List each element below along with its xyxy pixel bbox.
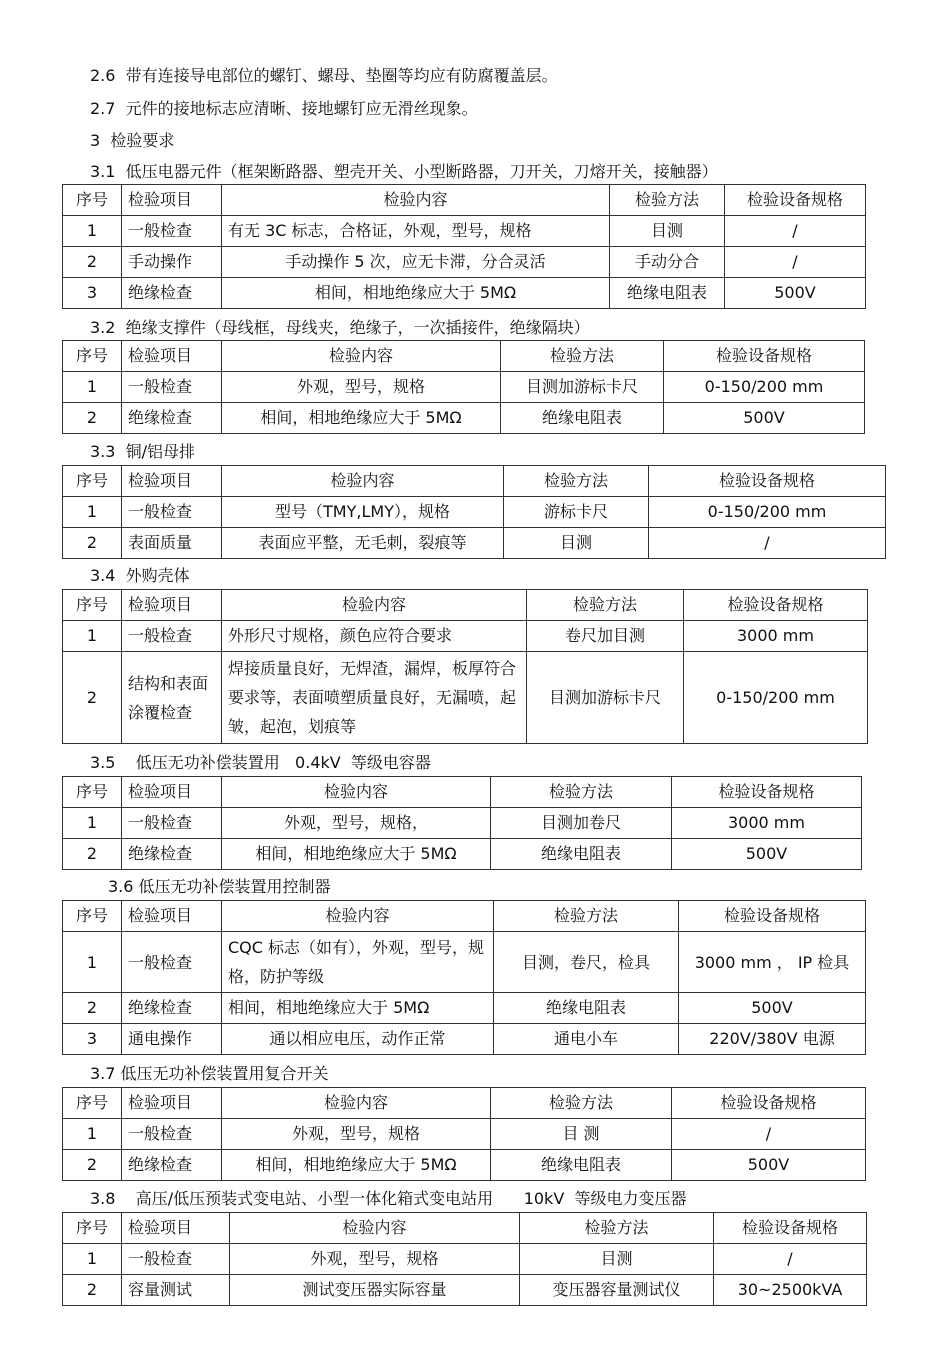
column-header: 检验内容 xyxy=(222,341,501,372)
table-cell: 2 xyxy=(63,1150,122,1181)
table-cell: 绝缘检查 xyxy=(122,839,222,870)
table-cell: 1 xyxy=(63,1119,122,1150)
section-title: 3.1 低压电器元件（框架断路器、塑壳开关、小型断路器，刀开关，刀熔开关，接触器） xyxy=(90,162,718,181)
table-cell: 0-150/200 mm xyxy=(684,652,868,744)
table-cell: 目 测 xyxy=(491,1119,672,1150)
table-cell: 相间，相地绝缘应大于 5MΩ xyxy=(222,993,494,1024)
column-header: 检验设备规格 xyxy=(679,901,866,932)
table-cell: 一般检查 xyxy=(122,932,222,993)
table-cell: 30~2500kVA xyxy=(714,1275,867,1306)
table-row xyxy=(63,497,886,528)
table-cell: 1 xyxy=(63,1244,122,1275)
column-header: 检验内容 xyxy=(222,777,491,808)
table-cell: 2 xyxy=(63,993,122,1024)
section-title: 3.8 高压/低压预装式变电站、小型一体化箱式变电站用 10kV 等级电力变压器 xyxy=(90,1189,687,1208)
column-header: 检验项目 xyxy=(122,777,222,808)
column-header: 序号 xyxy=(63,1213,122,1244)
table-row xyxy=(63,1150,866,1181)
table-cell: 通电操作 xyxy=(122,1024,222,1055)
table-row xyxy=(63,1244,867,1275)
table-cell: 通电小车 xyxy=(494,1024,679,1055)
table-row xyxy=(63,932,866,993)
inspection-table xyxy=(62,1212,867,1306)
table-cell: 绝缘电阻表 xyxy=(610,278,725,309)
column-header: 检验方法 xyxy=(610,185,725,216)
table-cell: 3 xyxy=(63,278,122,309)
table-cell: / xyxy=(725,247,866,278)
intro-line-3: 3 检验要求 xyxy=(90,131,175,150)
table-cell: 0-150/200 mm xyxy=(649,497,886,528)
column-header: 检验内容 xyxy=(222,901,494,932)
table-cell: 型号（TMY,LMY），规格 xyxy=(222,497,504,528)
table-cell: 目测 xyxy=(520,1244,714,1275)
table-cell: / xyxy=(672,1119,866,1150)
table-cell: 变压器容量测试仪 xyxy=(520,1275,714,1306)
table-cell: 外观，型号，规格， xyxy=(222,808,491,839)
table-cell: 焊接质量良好，无焊渣，漏焊，板厚符合要求等，表面喷塑质量良好，无漏喷，起皱，起泡，划痕等 xyxy=(222,652,527,744)
table-cell: 500V xyxy=(664,403,865,434)
column-header: 检验设备规格 xyxy=(664,341,865,372)
table-header-row xyxy=(63,590,868,621)
table-row xyxy=(63,372,865,403)
column-header: 检验方法 xyxy=(520,1213,714,1244)
table-row xyxy=(63,808,862,839)
table-header-row xyxy=(63,777,862,808)
table-cell: 220V/380V 电源 xyxy=(679,1024,866,1055)
table-cell: 绝缘电阻表 xyxy=(501,403,664,434)
column-header: 检验项目 xyxy=(122,185,222,216)
table-row xyxy=(63,621,868,652)
table-row xyxy=(63,278,866,309)
table-cell: 目测，卷尺，检具 xyxy=(494,932,679,993)
section-title: 3.6 低压无功补偿装置用控制器 xyxy=(108,877,331,896)
column-header: 序号 xyxy=(63,341,122,372)
section-title: 3.7 低压无功补偿装置用复合开关 xyxy=(90,1064,329,1083)
table-cell: 表面应平整，无毛刺，裂痕等 xyxy=(222,528,504,559)
table-cell: 一般检查 xyxy=(122,808,222,839)
inspection-table xyxy=(62,776,862,870)
column-header: 检验方法 xyxy=(504,466,649,497)
column-header: 检验设备规格 xyxy=(684,590,868,621)
table-header-row xyxy=(63,1213,867,1244)
table-cell: 一般检查 xyxy=(122,1244,230,1275)
table-cell: 一般检查 xyxy=(122,372,222,403)
table-cell: 手动操作 xyxy=(122,247,222,278)
column-header: 检验内容 xyxy=(222,1088,491,1119)
table-cell: 500V xyxy=(672,839,862,870)
table-cell: 0-150/200 mm xyxy=(664,372,865,403)
column-header: 检验设备规格 xyxy=(649,466,886,497)
table-cell: 一般检查 xyxy=(122,497,222,528)
column-header: 检验设备规格 xyxy=(672,1088,866,1119)
table-cell: 1 xyxy=(63,497,122,528)
table-header-row xyxy=(63,901,866,932)
table-cell: 表面质量 xyxy=(122,528,222,559)
table-cell: 手动分合 xyxy=(610,247,725,278)
column-header: 检验方法 xyxy=(491,1088,672,1119)
table-cell: 外观，型号，规格 xyxy=(222,372,501,403)
inspection-table xyxy=(62,340,865,434)
table-cell: 外形尺寸规格，颜色应符合要求 xyxy=(222,621,527,652)
table-row xyxy=(63,1024,866,1055)
table-cell: 2 xyxy=(63,528,122,559)
table-cell: 一般检查 xyxy=(122,1119,222,1150)
table-cell: 1 xyxy=(63,621,122,652)
table-cell: / xyxy=(649,528,886,559)
table-cell: 3000 mm xyxy=(672,808,862,839)
table-cell: 相间，相地绝缘应大于 5MΩ xyxy=(222,1150,491,1181)
table-cell: 目测加卷尺 xyxy=(491,808,672,839)
table-cell: 绝缘检查 xyxy=(122,278,222,309)
column-header: 检验方法 xyxy=(527,590,684,621)
column-header: 序号 xyxy=(63,1088,122,1119)
column-header: 序号 xyxy=(63,466,122,497)
table-header-row xyxy=(63,466,886,497)
column-header: 序号 xyxy=(63,777,122,808)
table-cell: 1 xyxy=(63,372,122,403)
table-cell: / xyxy=(725,216,866,247)
table-cell: 目测 xyxy=(610,216,725,247)
section-title: 3.3 铜/铝母排 xyxy=(90,442,196,461)
column-header: 检验方法 xyxy=(491,777,672,808)
table-cell: / xyxy=(714,1244,867,1275)
section-title: 3.2 绝缘支撑件（母线框，母线夹，绝缘子，一次插接件，绝缘隔块） xyxy=(90,318,590,337)
table-cell: 3 xyxy=(63,1024,122,1055)
column-header: 检验内容 xyxy=(222,185,610,216)
inspection-table xyxy=(62,465,886,559)
table-cell: 2 xyxy=(63,247,122,278)
table-row xyxy=(63,652,868,744)
table-cell: 3000 mm ， IP 检具 xyxy=(679,932,866,993)
table-cell: 目测加游标卡尺 xyxy=(527,652,684,744)
table-cell: 目测 xyxy=(504,528,649,559)
inspection-table xyxy=(62,1087,866,1181)
table-row xyxy=(63,993,866,1024)
table-cell: 2 xyxy=(63,403,122,434)
column-header: 序号 xyxy=(63,901,122,932)
table-cell: 3000 mm xyxy=(684,621,868,652)
column-header: 检验项目 xyxy=(122,901,222,932)
table-header-row xyxy=(63,185,866,216)
column-header: 检验设备规格 xyxy=(725,185,866,216)
intro-line-2-6: 2.6 带有连接导电部位的螺钉、螺母、垫圈等均应有防腐覆盖层。 xyxy=(90,66,558,85)
table-cell: 绝缘检查 xyxy=(122,403,222,434)
table-cell: 500V xyxy=(672,1150,866,1181)
column-header: 检验设备规格 xyxy=(714,1213,867,1244)
column-header: 序号 xyxy=(63,185,122,216)
section-title: 3.4 外购壳体 xyxy=(90,566,190,585)
table-cell: 相间，相地绝缘应大于 5MΩ xyxy=(222,403,501,434)
table-cell: 结构和表面涂覆检查 xyxy=(122,652,222,744)
table-cell: 2 xyxy=(63,1275,122,1306)
column-header: 检验项目 xyxy=(122,590,222,621)
column-header: 序号 xyxy=(63,590,122,621)
inspection-table xyxy=(62,589,868,744)
column-header: 检验内容 xyxy=(230,1213,520,1244)
table-cell: 1 xyxy=(63,808,122,839)
table-row xyxy=(63,403,865,434)
inspection-table xyxy=(62,900,866,1055)
table-cell: 外观，型号，规格 xyxy=(222,1119,491,1150)
table-row xyxy=(63,1275,867,1306)
inspection-table xyxy=(62,184,866,309)
column-header: 检验方法 xyxy=(501,341,664,372)
table-cell: 目测加游标卡尺 xyxy=(501,372,664,403)
intro-line-2-7: 2.7 元件的接地标志应清晰、接地螺钉应无滑丝现象。 xyxy=(90,99,478,118)
table-cell: 一般检查 xyxy=(122,621,222,652)
column-header: 检验设备规格 xyxy=(672,777,862,808)
table-cell: 2 xyxy=(63,652,122,744)
table-cell: 相间，相地绝缘应大于 5MΩ xyxy=(222,278,610,309)
table-cell: 相间，相地绝缘应大于 5MΩ xyxy=(222,839,491,870)
table-cell: 游标卡尺 xyxy=(504,497,649,528)
table-cell: 500V xyxy=(679,993,866,1024)
table-cell: 手动操作 5 次，应无卡滞，分合灵活 xyxy=(222,247,610,278)
table-cell: 有无 3C 标志，合格证，外观，型号，规格 xyxy=(222,216,610,247)
table-cell: 绝缘电阻表 xyxy=(494,993,679,1024)
section-title: 3.5 低压无功补偿装置用 0.4kV 等级电容器 xyxy=(90,753,431,772)
column-header: 检验项目 xyxy=(122,341,222,372)
table-header-row xyxy=(63,341,865,372)
table-row xyxy=(63,1119,866,1150)
table-cell: 500V xyxy=(725,278,866,309)
table-cell: 通以相应电压，动作正常 xyxy=(222,1024,494,1055)
column-header: 检验内容 xyxy=(222,590,527,621)
table-cell: CQC 标志（如有），外观，型号，规格，防护等级 xyxy=(222,932,494,993)
table-row xyxy=(63,216,866,247)
table-cell: 卷尺加目测 xyxy=(527,621,684,652)
table-row xyxy=(63,528,886,559)
table-cell: 容量测试 xyxy=(122,1275,230,1306)
table-row xyxy=(63,839,862,870)
table-cell: 1 xyxy=(63,932,122,993)
table-header-row xyxy=(63,1088,866,1119)
table-cell: 测试变压器实际容量 xyxy=(230,1275,520,1306)
table-cell: 绝缘电阻表 xyxy=(491,839,672,870)
table-cell: 外观，型号，规格 xyxy=(230,1244,520,1275)
column-header: 检验项目 xyxy=(122,466,222,497)
column-header: 检验项目 xyxy=(122,1213,230,1244)
table-cell: 1 xyxy=(63,216,122,247)
table-cell: 2 xyxy=(63,839,122,870)
table-cell: 绝缘电阻表 xyxy=(491,1150,672,1181)
table-cell: 绝缘检查 xyxy=(122,1150,222,1181)
column-header: 检验内容 xyxy=(222,466,504,497)
table-row xyxy=(63,247,866,278)
column-header: 检验项目 xyxy=(122,1088,222,1119)
table-cell: 绝缘检查 xyxy=(122,993,222,1024)
table-cell: 一般检查 xyxy=(122,216,222,247)
column-header: 检验方法 xyxy=(494,901,679,932)
